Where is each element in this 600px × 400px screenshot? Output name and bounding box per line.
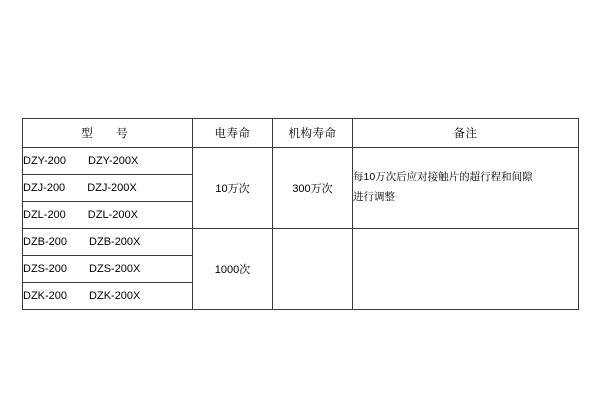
model-cell: [23, 148, 193, 175]
column-header-model: 型 号: [23, 119, 193, 148]
model-code-primary: DZY-200: [23, 155, 67, 167]
model-cell: [23, 256, 193, 283]
model-code-primary: DZS-200: [23, 263, 68, 275]
table-row: [23, 229, 579, 256]
model-code-primary: DZK-200: [23, 290, 68, 302]
model-code-primary: DZJ-200: [23, 182, 66, 194]
model-cell: [23, 175, 193, 202]
model-code-secondary: DZY-200X: [88, 155, 139, 167]
electrical-life-cell: 1000次: [193, 229, 273, 310]
remark-cell: [353, 148, 579, 229]
model-code-primary: DZB-200: [23, 236, 68, 248]
table-header: [23, 119, 579, 148]
model-cell: [23, 202, 193, 229]
model-code-secondary: DZS-200X: [89, 263, 141, 275]
model-code-secondary: DZJ-200X: [87, 182, 137, 194]
model-code-secondary: DZB-200X: [89, 236, 141, 248]
table-header-row: [23, 119, 579, 148]
table-body: [23, 148, 579, 310]
remark-line-1: 每10万次后应对接触片的超行程和间隙: [353, 171, 533, 184]
column-header-electrical-life: 电寿命: [193, 119, 273, 148]
model-code-secondary: DZL-200X: [87, 209, 138, 221]
model-code-primary: DZL-200: [23, 209, 66, 221]
remark-line-2: 进行调整: [353, 191, 395, 203]
mechanical-life-cell: 300万次: [273, 148, 353, 229]
column-header-remark: 备注: [353, 119, 579, 148]
table-row: [23, 148, 579, 175]
mechanical-life-cell: [273, 229, 353, 310]
specification-table: [22, 118, 579, 310]
model-cell: [23, 229, 193, 256]
remark-cell: [353, 229, 579, 310]
electrical-life-cell: 10万次: [193, 148, 273, 229]
column-header-mechanical-life: 机构寿命: [273, 119, 353, 148]
model-cell: [23, 283, 193, 310]
model-code-secondary: DZK-200X: [89, 290, 141, 302]
